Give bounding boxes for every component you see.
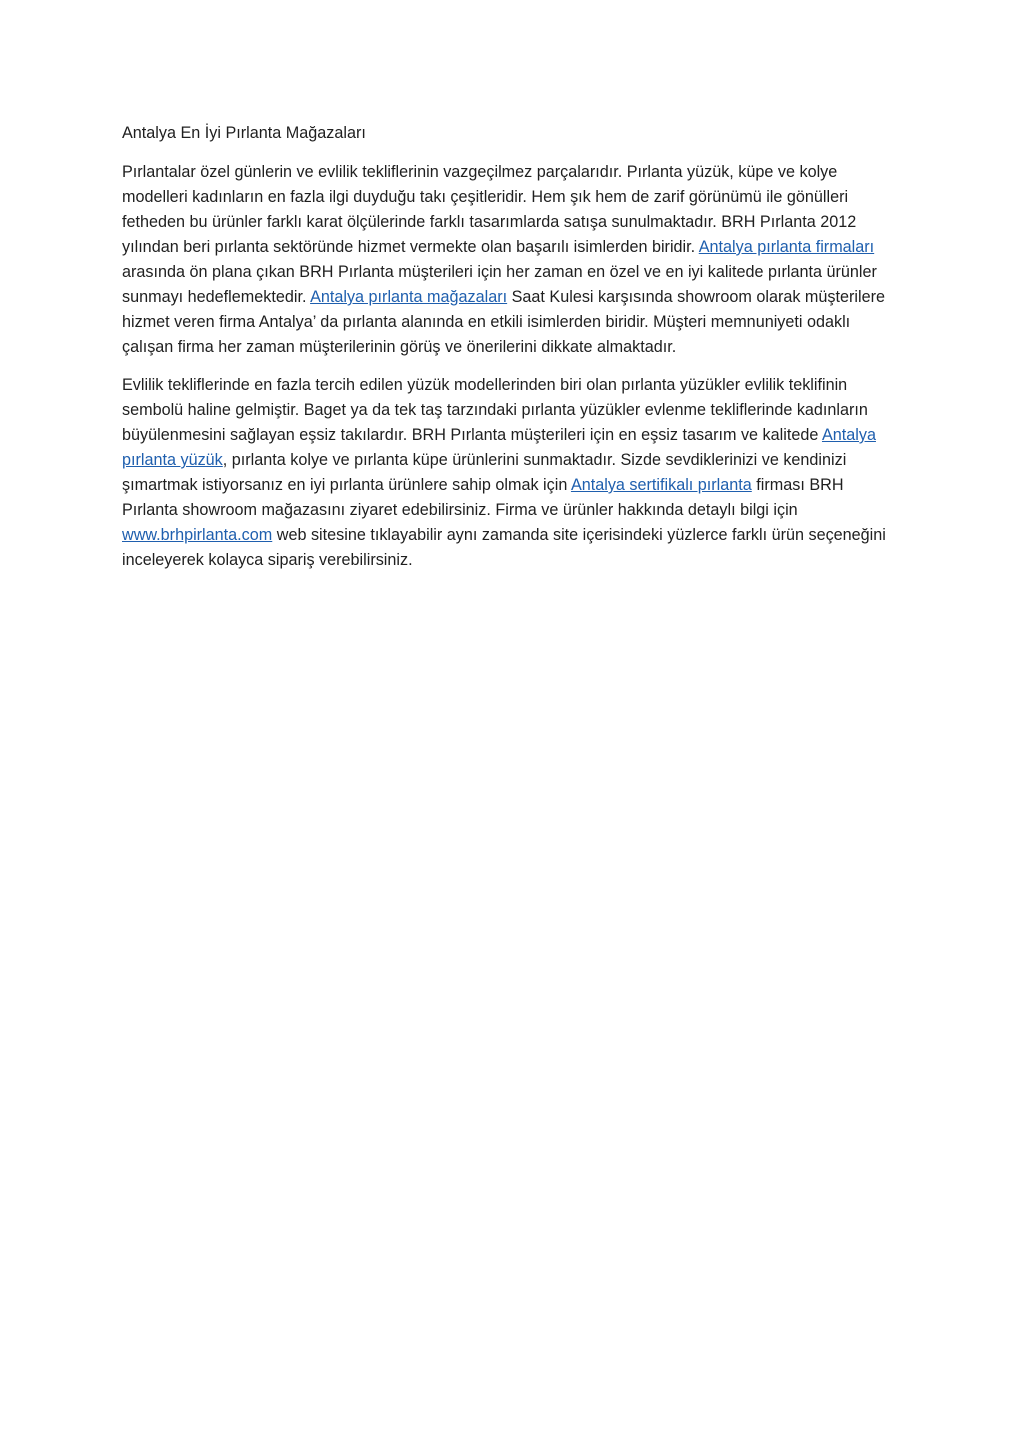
- document-body: [122, 121, 897, 586]
- document-title: Antalya En İyi Pırlanta Mağazaları: [122, 124, 366, 142]
- link-antalya-pirlanta-yuzuk[interactable]: Antalya pırlanta yüzük: [122, 426, 876, 469]
- link-antalya-sertifikali-pirlanta[interactable]: Antalya sertifikalı pırlanta: [570, 476, 752, 494]
- paragraph-rings: [122, 373, 897, 573]
- paragraph-rings-text-3: firması BRH Pırlanta showroom mağazasını ziyaret edebilirsiniz. Firma ve ürünler hakkında detaylı bilgi için: [122, 476, 844, 519]
- paragraph-intro: [122, 160, 897, 360]
- link-antalya-pirlanta-firmalari[interactable]: Antalya pırlanta firmaları: [698, 238, 875, 256]
- paragraph-intro-text-3: Saat Kulesi karşısında showroom olarak müşterilere hizmet veren firma Antalya’ da pırlanta alanında en etkili isimlerden biridir. Müşteri memnuniyeti odaklı çalışan firma her zaman müşterilerinin görüş ve önerilerini dikkate almaktadır.: [122, 288, 885, 356]
- paragraph-rings-text-1: Evlilik tekliflerinde en fazla tercih edilen yüzük modellerinden biri olan pırlanta yüzükler evlilik teklifinin sembolü haline gelmiştir. Baget ya da tek taş tarzındaki pırlanta yüzükler evlenme tekliflerinde kadınların büyülenmesini sağlayan eşsiz takılardır. BRH Pırlanta müşterileri için en eşsiz tasarım ve kalitede: [122, 376, 868, 444]
- link-brhpirlanta-website[interactable]: www.brhpirlanta.com: [122, 526, 273, 544]
- paragraph-intro-text-1: Pırlantalar özel günlerin ve evlilik tekliflerinin vazgeçilmez parçalarıdır. Pırlanta yüzük, küpe ve kolye modelleri kadınların en fazla ilgi duyduğu takı çeşitleridir. Hem şık hem de zarif görünümü ile gönülleri fetheden bu ürünler farklı karat ölçülerinde farklı tasarımlarda satışa sunulmaktadır. BRH Pırlanta 2012 yılından beri pırlanta sektöründe hizmet vermekte olan başarılı isimlerden biridir.: [122, 163, 857, 256]
- paragraph-intro-text-2: arasında ön plana çıkan BRH Pırlanta müşterileri için her zaman en özel ve en iyi kalitede pırlanta ürünler sunmayı hedeflemektedir.: [122, 263, 877, 306]
- paragraph-rings-text-2: , pırlanta kolye ve pırlanta küpe ürünlerini sunmaktadır. Sizde sevdiklerinizi ve kendinizi şımartmak istiyorsanız en iyi pırlanta ürünlere sahip olmak için: [122, 451, 847, 494]
- link-antalya-pirlanta-magazalari[interactable]: Antalya pırlanta mağazaları: [310, 288, 508, 306]
- paragraph-rings-text-4: web sitesine tıklayabilir aynı zamanda site içerisindeki yüzlerce farklı ürün seçeneğini inceleyerek kolayca sipariş verebilirsiniz.: [122, 526, 886, 569]
